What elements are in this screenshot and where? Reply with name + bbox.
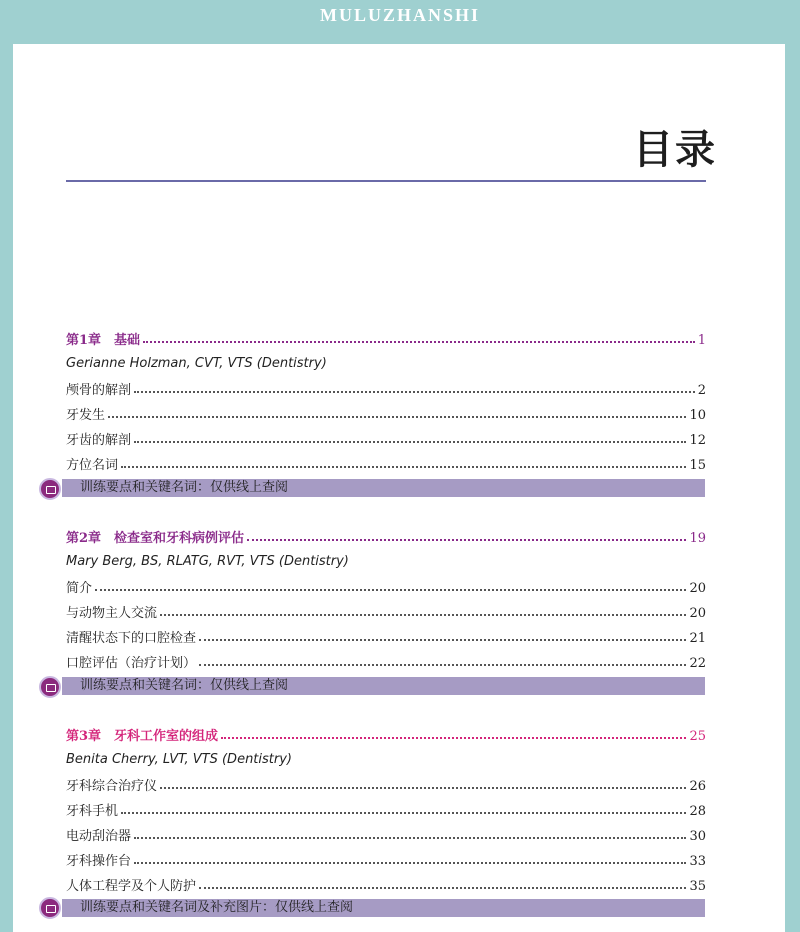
toc-entry-page: 28 <box>689 804 706 819</box>
toc-entry[interactable] <box>66 576 706 596</box>
toc-entry-page: 35 <box>689 879 706 894</box>
leader-dots <box>134 391 695 393</box>
toc-entry[interactable] <box>66 626 706 646</box>
toc-entry-page: 20 <box>689 581 706 596</box>
toc-entry[interactable] <box>66 428 706 448</box>
toc-entry-title: 简介 <box>66 581 93 596</box>
toc-entry-page: 20 <box>689 606 706 621</box>
toc-entry[interactable] <box>66 651 706 671</box>
leader-dots <box>247 539 686 541</box>
toc-entry-page: 2 <box>697 383 706 398</box>
toc-entry[interactable] <box>66 453 706 473</box>
online-resource-icon <box>39 478 61 500</box>
chapter-author: Benita Cherry, LVT, VTS (Dentistry) <box>66 752 292 767</box>
leader-dots <box>121 812 686 814</box>
toc-entry-title: 牙科手机 <box>66 804 119 819</box>
toc-entry[interactable] <box>66 824 706 844</box>
online-resources-bar[interactable]: 训练要点和关键名词：仅供线上查阅 <box>62 677 705 695</box>
chapter-heading-row[interactable] <box>66 724 706 744</box>
leader-dots <box>134 837 686 839</box>
toc-entry-page: 21 <box>689 631 706 646</box>
leader-dots <box>95 589 686 591</box>
leader-dots <box>199 639 686 641</box>
chapter-heading-row[interactable] <box>66 328 706 348</box>
toc-entry-title: 与动物主人交流 <box>66 606 158 621</box>
toc-entry-title: 牙科操作台 <box>66 854 132 869</box>
chapter-heading: 第3章 牙科工作室的组成 <box>66 729 219 744</box>
toc-entry[interactable] <box>66 378 706 398</box>
toc-entry-title: 电动刮治器 <box>66 829 132 844</box>
toc-entry[interactable] <box>66 799 706 819</box>
leader-dots <box>134 862 686 864</box>
toc-entry-page: 10 <box>689 408 706 423</box>
toc-entry-page: 30 <box>689 829 706 844</box>
toc-entry-page: 22 <box>689 656 706 671</box>
chapter-page-number: 19 <box>689 531 706 546</box>
toc-entry-title: 方位名词 <box>66 458 119 473</box>
top-banner <box>0 0 800 44</box>
title-divider <box>66 180 706 182</box>
toc-entry-title: 口腔评估（治疗计划） <box>66 656 197 671</box>
leader-dots <box>134 441 686 443</box>
toc-entry-title: 牙齿的解剖 <box>66 433 132 448</box>
toc-entry[interactable] <box>66 601 706 621</box>
leader-dots <box>121 466 686 468</box>
leader-dots <box>199 664 686 666</box>
chapter-author: Gerianne Holzman, CVT, VTS (Dentistry) <box>66 356 327 371</box>
toc-entry-title: 牙发生 <box>66 408 106 423</box>
chapter-heading-row[interactable] <box>66 526 706 546</box>
banner-text: MULUZHANSHI <box>319 5 480 25</box>
leader-dots <box>221 737 686 739</box>
page-title: 目录 <box>633 127 717 173</box>
toc-entry[interactable] <box>66 774 706 794</box>
leader-dots <box>160 614 686 616</box>
leader-dots <box>160 787 686 789</box>
leader-dots <box>199 887 686 889</box>
online-resource-icon <box>39 676 61 698</box>
toc-entry-page: 26 <box>689 779 706 794</box>
leader-dots <box>108 416 686 418</box>
toc-entry[interactable] <box>66 403 706 423</box>
online-resources-bar[interactable]: 训练要点和关键名词及补充图片：仅供线上查阅 <box>62 899 705 917</box>
online-resource-icon <box>39 897 61 919</box>
toc-entry[interactable] <box>66 874 706 894</box>
toc-entry-title: 颅骨的解剖 <box>66 383 132 398</box>
leader-dots <box>143 341 695 343</box>
toc-entry[interactable] <box>66 849 706 869</box>
chapter-heading: 第2章 检查室和牙科病例评估 <box>66 531 245 546</box>
toc-entry-title: 牙科综合治疗仪 <box>66 779 158 794</box>
toc-entry-title: 清醒状态下的口腔检查 <box>66 631 197 646</box>
toc-entry-page: 12 <box>689 433 706 448</box>
toc-entry-page: 33 <box>689 854 706 869</box>
chapter-author: Mary Berg, BS, RLATG, RVT, VTS (Dentistry) <box>66 554 349 569</box>
chapter-page-number: 1 <box>697 333 706 348</box>
chapter-heading: 第1章 基础 <box>66 333 141 348</box>
toc-entry-page: 15 <box>689 458 706 473</box>
chapter-page-number: 25 <box>689 729 706 744</box>
online-resources-bar[interactable]: 训练要点和关键名词：仅供线上查阅 <box>62 479 705 497</box>
toc-entry-title: 人体工程学及个人防护 <box>66 879 197 894</box>
